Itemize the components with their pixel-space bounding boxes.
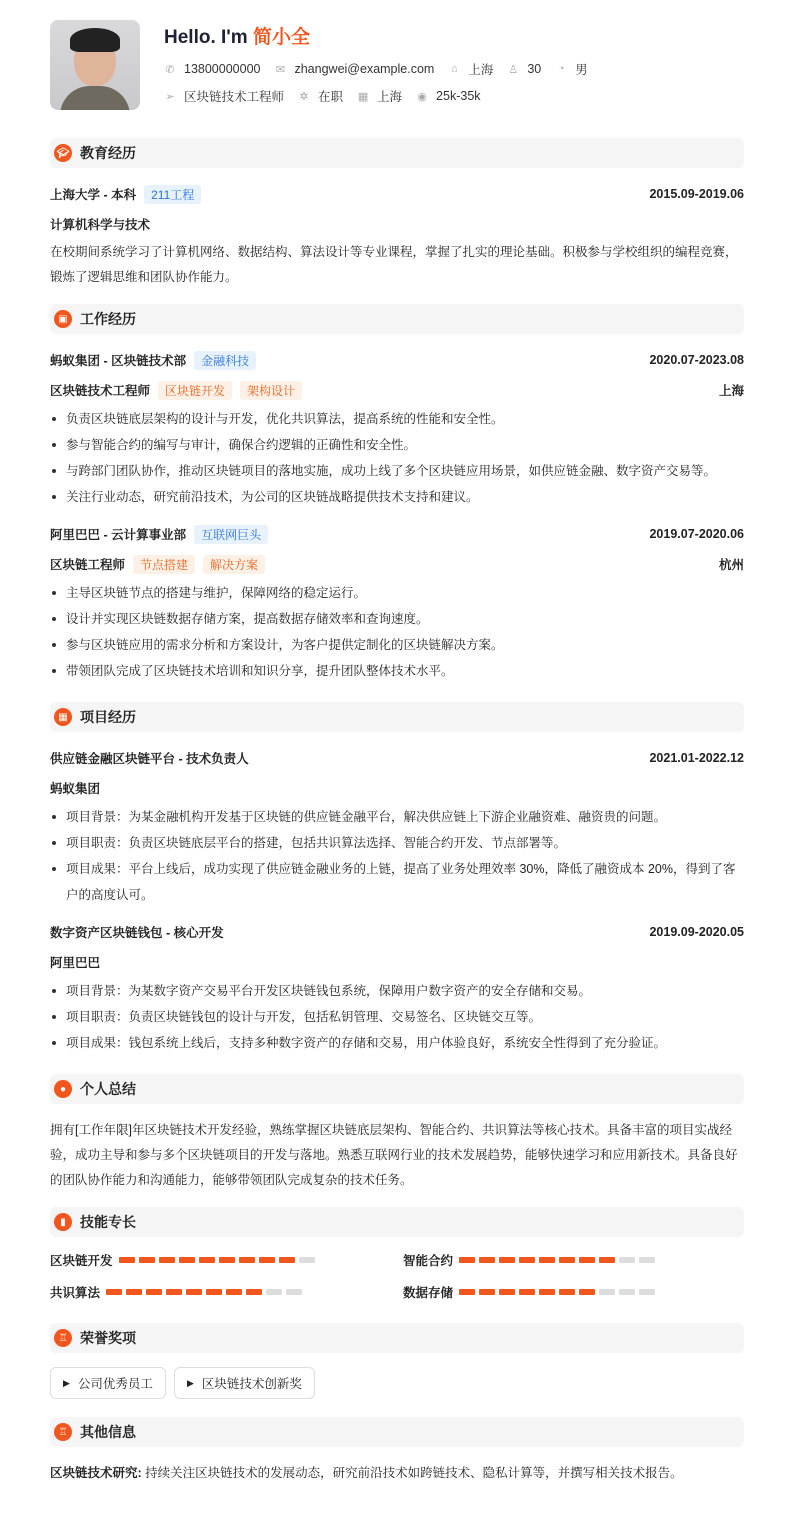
skill-tag: 区块链开发 bbox=[158, 381, 232, 400]
level-segment bbox=[559, 1289, 575, 1295]
level-segment bbox=[106, 1289, 122, 1295]
status: 在职 bbox=[318, 90, 344, 104]
level-segment bbox=[199, 1257, 215, 1263]
list-item: 参与智能合约的编写与审计，确保合约逻辑的正确性和安全性。 bbox=[50, 432, 744, 458]
phone: 13800000000 bbox=[184, 62, 261, 76]
date: 2015.09-2019.06 bbox=[649, 187, 744, 201]
phone-icon: ✆ bbox=[165, 63, 175, 76]
skill-tag: 节点搭建 bbox=[133, 555, 195, 574]
bullet-list bbox=[50, 580, 744, 684]
skill-item bbox=[50, 1251, 403, 1269]
skill-item bbox=[403, 1283, 744, 1301]
section-title: 项目经历 bbox=[80, 709, 136, 725]
city: 上海 bbox=[718, 384, 744, 398]
level-segment bbox=[239, 1257, 255, 1263]
level-segment bbox=[299, 1257, 315, 1263]
role: 区块链技术工程师 bbox=[50, 384, 151, 398]
level-segment bbox=[139, 1257, 155, 1263]
date: 2020.07-2023.08 bbox=[649, 353, 744, 367]
section-skills bbox=[50, 1207, 744, 1237]
date: 2021.01-2022.12 bbox=[649, 751, 744, 765]
section-title: 个人总结 bbox=[80, 1081, 136, 1097]
section-title: 其他信息 bbox=[80, 1424, 136, 1440]
salary-icon: ◉ bbox=[417, 90, 427, 103]
level-segment bbox=[459, 1289, 475, 1295]
project-name: 数字资产区块链钱包 - 核心开发 bbox=[50, 926, 224, 940]
summary-text: 拥有[工作年限]年区块链技术开发经验，熟练掌握区块链底层架构、智能合约、共识算法等核心技术。具备丰富的项目实战经验，成功主导和参与多个区块链项目的开发与落地。熟悉互联网行业的技术发展趋势，能够快速学习和应用新技术。具备良好的团队协作能力和沟通能力，能够带领团队完成复杂的技术任务。 bbox=[50, 1123, 738, 1187]
award-name: 区块链技术创新奖 bbox=[201, 1377, 302, 1391]
briefcase-icon: ▣ bbox=[54, 310, 72, 328]
work-company-wrap bbox=[50, 351, 256, 370]
gender: 男 bbox=[575, 63, 588, 77]
level-segment bbox=[459, 1257, 475, 1263]
city: 杭州 bbox=[718, 558, 744, 572]
level-segment bbox=[146, 1289, 162, 1295]
chart-icon: ▮ bbox=[54, 1213, 72, 1231]
greeting bbox=[164, 22, 602, 48]
list-item: 设计并实现区块链数据存储方案，提高数据存储效率和查询速度。 bbox=[50, 606, 744, 632]
section-honors bbox=[50, 1323, 744, 1353]
level-segment bbox=[539, 1257, 555, 1263]
level-segment bbox=[226, 1289, 242, 1295]
list-item: 项目成果：钱包系统上线后，支持多种数字资产的存储和交易，用户体验良好，系统安全性得到了充分验证。 bbox=[50, 1030, 744, 1056]
role-wrap bbox=[50, 555, 265, 574]
section-title: 教育经历 bbox=[80, 145, 136, 161]
level-segment bbox=[166, 1289, 182, 1295]
info-icon: ♖ bbox=[54, 1423, 72, 1441]
section-projects bbox=[50, 702, 744, 732]
section-title: 荣誉奖项 bbox=[80, 1330, 136, 1346]
work-company-wrap bbox=[50, 525, 268, 544]
level-segment bbox=[559, 1257, 575, 1263]
other-label: 区块链技术研究: bbox=[50, 1466, 142, 1480]
level-segment bbox=[599, 1257, 615, 1263]
level-segment bbox=[579, 1289, 595, 1295]
name: 简小全 bbox=[252, 27, 310, 48]
level-segment bbox=[479, 1289, 495, 1295]
skill-level-bar bbox=[106, 1289, 306, 1295]
work-role-line bbox=[50, 380, 744, 400]
other-text: 持续关注区块链技术的发展动态，研究前沿技术如跨链技术、隐私计算等，并撰写相关技术报告。 bbox=[145, 1466, 683, 1480]
status-icon: ✲ bbox=[299, 90, 309, 103]
level-segment bbox=[499, 1257, 515, 1263]
award-icon: ♖ bbox=[54, 1329, 72, 1347]
skill-name: 共识算法 bbox=[50, 1286, 101, 1300]
skill-level-bar bbox=[119, 1257, 319, 1263]
work-header bbox=[50, 350, 744, 370]
tag: 金融科技 bbox=[194, 351, 256, 370]
skill-tag: 解决方案 bbox=[203, 555, 265, 574]
level-segment bbox=[639, 1257, 655, 1263]
project-org: 蚂蚁集团 bbox=[50, 782, 101, 796]
other-info bbox=[50, 1461, 744, 1486]
gender-icon: ◔ bbox=[557, 63, 565, 75]
level-segment bbox=[499, 1289, 515, 1295]
building-icon: ▦ bbox=[357, 90, 369, 103]
section-title: 工作经历 bbox=[80, 311, 136, 327]
level-segment bbox=[539, 1289, 555, 1295]
section-title: 技能专长 bbox=[80, 1214, 136, 1230]
skill-level-bar bbox=[459, 1257, 659, 1263]
level-segment bbox=[266, 1289, 282, 1295]
list-item: 关注行业动态，研究前沿技术，为公司的区块链战略提供技术支持和建议。 bbox=[50, 484, 744, 510]
level-segment bbox=[119, 1257, 135, 1263]
list-item: 项目职责：负责区块链钱包的设计与开发，包括私钥管理、交易签名、区块链交互等。 bbox=[50, 1004, 744, 1030]
profile-header bbox=[50, 20, 744, 110]
skill-tag: 架构设计 bbox=[240, 381, 302, 400]
skill-name: 数据存储 bbox=[403, 1286, 454, 1300]
education-desc: 在校期间系统学习了计算机网络、数据结构、算法设计等专业课程，掌握了扎实的理论基础。积极参与学校组织的编程竞赛，锻炼了逻辑思维和团队协作能力。 bbox=[50, 245, 738, 284]
age: 30 bbox=[527, 62, 542, 76]
level-segment bbox=[519, 1257, 535, 1263]
skill-name: 区块链开发 bbox=[50, 1254, 113, 1268]
skill-item bbox=[50, 1283, 403, 1301]
level-segment bbox=[279, 1257, 295, 1263]
award-item bbox=[50, 1367, 166, 1399]
role: 区块链工程师 bbox=[50, 558, 126, 572]
bullet-list bbox=[50, 804, 744, 908]
list-item: 与跨部门团队协作，推动区块链项目的落地实施，成功上线了多个区块链应用场景，如供应链金融、数字资产交易等。 bbox=[50, 458, 744, 484]
level-segment bbox=[286, 1289, 302, 1295]
tag: 互联网巨头 bbox=[194, 525, 268, 544]
company: 蚂蚁集团 - 区块链技术部 bbox=[50, 354, 187, 368]
skill-level-bar bbox=[459, 1289, 659, 1295]
bullet-list bbox=[50, 978, 744, 1056]
level-segment bbox=[259, 1257, 275, 1263]
school: 上海大学 - 本科 bbox=[50, 188, 137, 202]
graduation-cap-icon: 🎓︎ bbox=[54, 144, 72, 162]
home-icon: ⌂ bbox=[451, 63, 458, 75]
work-header bbox=[50, 524, 744, 544]
level-segment bbox=[619, 1257, 635, 1263]
position: 区块链技术工程师 bbox=[184, 90, 285, 104]
level-segment bbox=[599, 1289, 615, 1295]
level-segment bbox=[479, 1257, 495, 1263]
resume bbox=[50, 20, 744, 1486]
level-segment bbox=[519, 1289, 535, 1295]
level-segment bbox=[639, 1289, 655, 1295]
date: 2019.07-2020.06 bbox=[649, 527, 744, 541]
level-segment bbox=[186, 1289, 202, 1295]
list-item: 负责区块链底层架构的设计与开发，优化共识算法，提高系统的性能和安全性。 bbox=[50, 406, 744, 432]
project-header bbox=[50, 922, 744, 942]
mail-icon: ✉ bbox=[275, 63, 286, 76]
location: 上海 bbox=[468, 63, 494, 77]
play-icon: ▶ bbox=[186, 1377, 194, 1388]
bullet-list bbox=[50, 406, 744, 510]
project-header bbox=[50, 748, 744, 768]
section-education bbox=[50, 138, 744, 168]
avatar bbox=[50, 20, 140, 110]
level-segment bbox=[159, 1257, 175, 1263]
section-work bbox=[50, 304, 744, 334]
list-item: 项目职责：负责区块链底层平台的搭建，包括共识算法选择、智能合约开发、节点部署等。 bbox=[50, 830, 744, 856]
age-icon: ♙ bbox=[508, 63, 519, 76]
award-name: 公司优秀员工 bbox=[77, 1377, 153, 1391]
work-role-line bbox=[50, 554, 744, 574]
level-segment bbox=[179, 1257, 195, 1263]
level-segment bbox=[579, 1257, 595, 1263]
salary: 25k-35k bbox=[436, 89, 481, 103]
list-item: 带领团队完成了区块链技术培训和知识分享，提升团队整体技术水平。 bbox=[50, 658, 744, 684]
list-item: 参与区块链应用的需求分析和方案设计，为客户提供定制化的区块链解决方案。 bbox=[50, 632, 744, 658]
project-name: 供应链金融区块链平台 - 技术负责人 bbox=[50, 752, 249, 766]
section-summary bbox=[50, 1074, 744, 1104]
greeting-text: Hello. I'm bbox=[164, 27, 248, 48]
role-wrap bbox=[50, 381, 302, 400]
list-item: 项目背景：为某金融机构开发基于区块链的供应链金融平台，解决供应链上下游企业融资难、融资贵的问题。 bbox=[50, 804, 744, 830]
email: zhangwei@example.com bbox=[294, 62, 435, 76]
list-item: 项目背景：为某数字资产交易平台开发区块链钱包系统，保障用户数字资产的安全存储和交易。 bbox=[50, 978, 744, 1004]
send-icon: ➢ bbox=[165, 90, 175, 103]
skill-name: 智能合约 bbox=[403, 1254, 454, 1268]
award-item bbox=[174, 1367, 315, 1399]
project-org: 阿里巴巴 bbox=[50, 956, 101, 970]
skill-item bbox=[403, 1251, 744, 1269]
user-icon: ● bbox=[54, 1080, 72, 1098]
company: 阿里巴巴 - 云计算事业部 bbox=[50, 528, 187, 542]
level-segment bbox=[619, 1289, 635, 1295]
section-other bbox=[50, 1417, 744, 1447]
grid-icon: ▦ bbox=[54, 708, 72, 726]
level-segment bbox=[206, 1289, 222, 1295]
level-segment bbox=[126, 1289, 142, 1295]
list-item: 项目成果：平台上线后，成功实现了供应链金融业务的上链，提高了业务处理效率 30%，降低了融资成本 20%，得到了客户的高度认可。 bbox=[50, 856, 744, 908]
list-item: 主导区块链节点的搭建与维护，保障网络的稳定运行。 bbox=[50, 580, 744, 606]
city: 上海 bbox=[377, 90, 403, 104]
play-icon: ▶ bbox=[63, 1377, 70, 1388]
tag: 211工程 bbox=[144, 185, 201, 204]
major: 计算机科学与技术 bbox=[50, 218, 151, 232]
date: 2019.09-2020.05 bbox=[649, 925, 744, 939]
level-segment bbox=[246, 1289, 262, 1295]
level-segment bbox=[219, 1257, 235, 1263]
